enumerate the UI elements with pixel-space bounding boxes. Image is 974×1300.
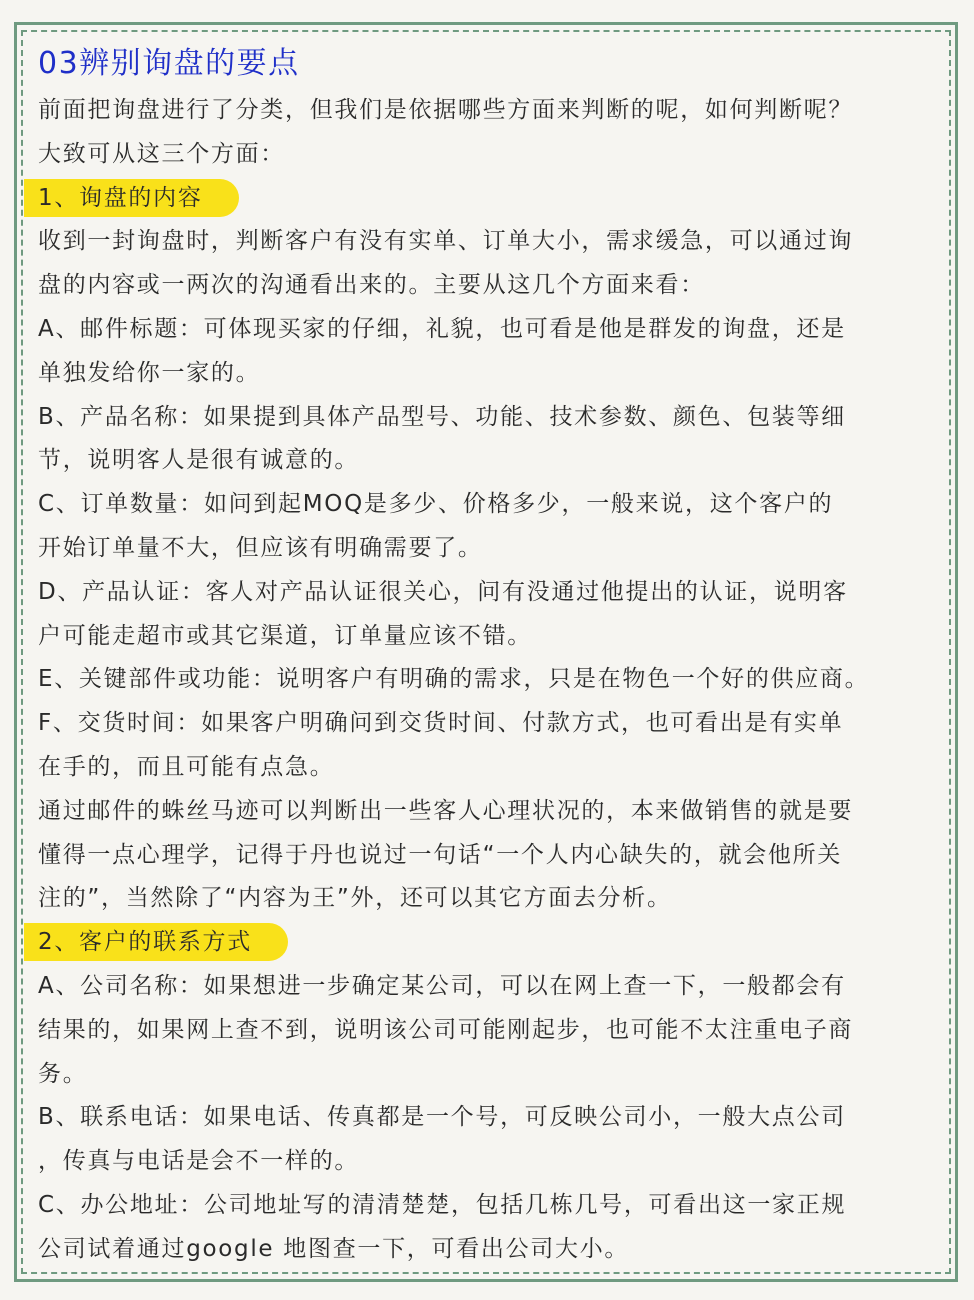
body-line: 单独发给你一家的。 [38, 359, 261, 386]
section-heading-highlight: 2、客户的联系方式 [24, 923, 288, 961]
article-title: 03辨别询盘的要点 [38, 46, 300, 81]
body-line: C、办公地址：公司地址写的清清楚楚，包括几栋几号，可看出这一家正规 [38, 1191, 847, 1218]
body-line: F、交货时间：如果客户明确问到交货时间、付款方式，也可看出是有实单 [38, 710, 844, 737]
body-line: 收到一封询盘时，判断客户有没有实单、订单大小，需求缓急，可以通过询 [38, 228, 854, 255]
intro-line: 前面把询盘进行了分类，但我们是依据哪些方面来判断的呢，如何判断呢？ [38, 97, 854, 123]
section-heading-row [38, 177, 948, 221]
body-line: A、邮件标题：可体现买家的仔细，礼貌，也可看是他是群发的询盘，还是 [38, 315, 846, 342]
body-line: 节，说明客人是很有诚意的。 [38, 447, 360, 474]
body-line: D、产品认证：客人对产品认证很关心，问有没通过他提出的认证，说明客 [38, 578, 848, 605]
body-line: 户可能走超市或其它渠道，订单量应该不错。 [38, 622, 532, 649]
body-line: E、关键部件或功能：说明客户有明确的需求，只是在物色一个好的供应商。 [38, 666, 870, 693]
body-line: 注的”，当然除了“内容为王”外，还可以其它方面去分析。 [38, 885, 672, 912]
body-line: 开始订单量不大，但应该有明确需要了。 [38, 534, 483, 561]
body-line: 公司试着通过google 地图查一下，可看出公司大小。 [38, 1235, 630, 1262]
body-line: A、公司名称：如果想进一步确定某公司，可以在网上查一下，一般都会有 [38, 972, 846, 999]
section-heading-row [38, 921, 948, 965]
body-line: 在手的，而且可能有点急。 [38, 753, 335, 780]
article-content [38, 40, 948, 1272]
body-line: 通过邮件的蛛丝马迹可以判断出一些客人心理状况的，本来做销售的就是要 [38, 797, 854, 824]
body-line: B、联系电话：如果电话、传真都是一个号，可反映公司小，一般大点公司 [38, 1104, 846, 1131]
body-line: B、产品名称：如果提到具体产品型号、功能、技术参数、颜色、包装等细 [38, 403, 846, 430]
body-line: 盘的内容或一两次的沟通看出来的。主要从这几个方面来看： [38, 272, 705, 299]
body-line: 懂得一点心理学，记得于丹也说过一句话“一个人内心缺失的，就会他所关 [38, 841, 843, 868]
body-line: ，传真与电话是会不一样的。 [38, 1148, 360, 1175]
intro-line: 大致可从这三个方面： [38, 140, 285, 167]
section-heading-highlight: 1、询盘的内容 [24, 179, 239, 217]
body-line: 务。 [38, 1060, 88, 1087]
body-line: C、订单数量：如问到起MOQ是多少、价格多少，一般来说，这个客户的 [38, 491, 834, 518]
body-line: 结果的，如果网上查不到，说明该公司可能刚起步，也可能不太注重电子商 [38, 1016, 854, 1043]
